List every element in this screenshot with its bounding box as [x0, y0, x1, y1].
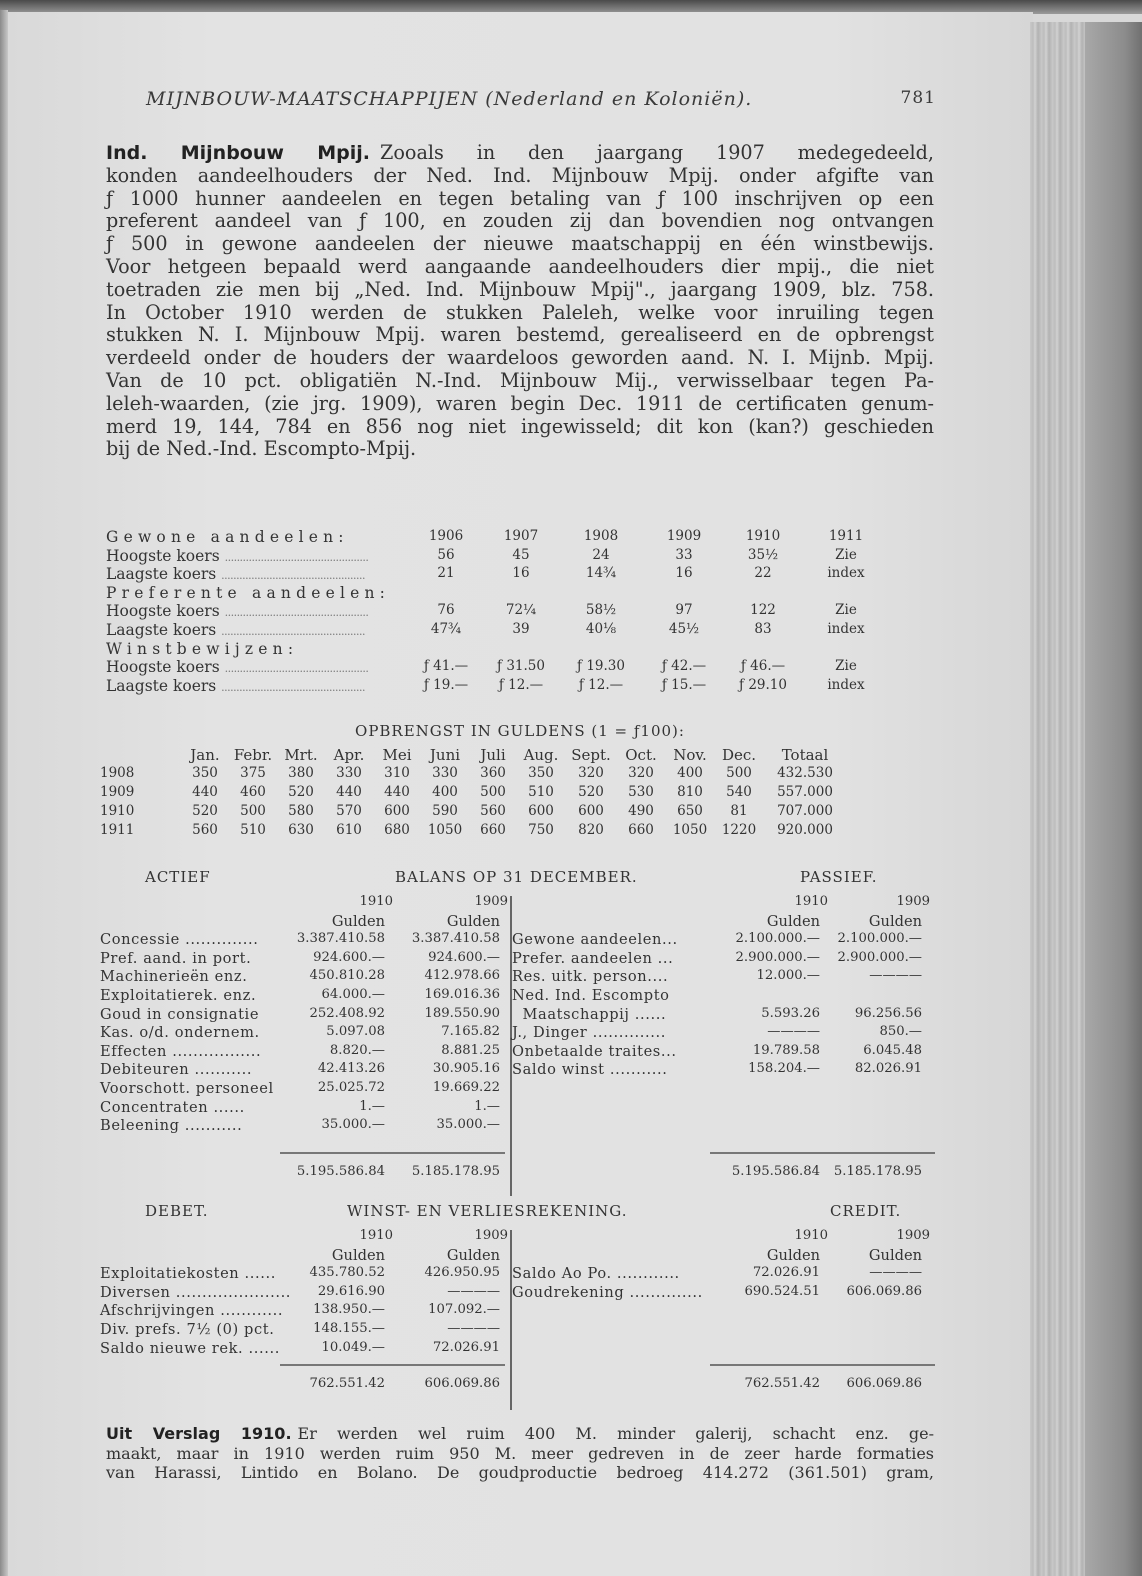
account-value-1909: 82.026.91 [854, 1061, 922, 1077]
account-label: Ned. Ind. Escompto [512, 987, 670, 1004]
verslag-line: van Harassi, Lintido en Bolano. De goudproductie bedroeg 414.272 (361.501) gram, [106, 1463, 934, 1482]
unit-header: Gulden [446, 912, 500, 930]
koersen-row-label [106, 658, 368, 676]
koersen-cell: 47¾ [430, 620, 462, 637]
month-header: Mei [382, 746, 412, 764]
opbrengst-cell: 530 [628, 784, 654, 800]
opbrengst-title: OPBRENGST IN GULDENS (1 = ƒ100): [355, 722, 685, 740]
year-header: 1909 [474, 1228, 508, 1243]
koersen-cell: ƒ 42.— [661, 658, 707, 675]
opbrengst-cell: 500 [726, 765, 752, 781]
account-value-1909: 924.600.— [428, 949, 500, 965]
month-header: Mrt. [284, 746, 318, 764]
balans-table [100, 868, 940, 1178]
account-value-1909: 72.026.91 [432, 1339, 500, 1355]
koersen-section-row [106, 528, 934, 547]
intro-line: stukken N. I. Mijnbouw Mpij. waren bestemd, gerealiseerd en de opbrengst [106, 323, 934, 347]
year-header: 1909 [474, 894, 508, 909]
account-value-1910: 19.789.58 [752, 1042, 820, 1058]
koersen-cell: index [827, 676, 865, 693]
koersen-row [106, 565, 934, 584]
koersen-cell: ƒ 46.— [740, 658, 786, 675]
leader-dots: ................................................ [224, 606, 369, 620]
account-value-1910: 690.524.51 [744, 1283, 820, 1299]
account-label: Exploitatierek. enz. [100, 987, 257, 1004]
account-value-1910: 72.026.91 [752, 1265, 820, 1281]
opbrengst-cell: 520 [288, 784, 314, 800]
koersen-year-header: 1910 [745, 528, 781, 544]
opbrengst-cell: 432.530 [777, 765, 833, 781]
koersen-cell: ƒ 19.— [423, 676, 469, 693]
opbrengst-cell: 500 [240, 803, 266, 819]
intro-line: verdeeld onder de houders der waardeloos geworden aand. N. I. Mijnb. Mpij. [106, 346, 934, 370]
year-header: 1909 [896, 894, 930, 909]
opbrengst-cell: 600 [528, 803, 554, 819]
month-header: Dec. [721, 746, 757, 764]
koersen-section-row [106, 584, 934, 603]
koersen-cell: ƒ 41.— [423, 658, 469, 675]
account-label: Beleening ........... [100, 1117, 243, 1135]
account-value-1909: ———— [447, 1283, 500, 1299]
koersen-cell: ƒ 12.— [498, 676, 544, 693]
intro-line: Zooals in den jaargang 1907 medegedeeld, [380, 141, 934, 164]
total-1910: 5.195.586.84 [296, 1164, 385, 1179]
koersen-cell: 35½ [747, 546, 779, 563]
page-number: 781 [900, 88, 936, 108]
koersen-row-label-text: Laagste koers [106, 676, 222, 695]
opbrengst-cell: 560 [480, 803, 506, 819]
leader-dots: ................................................ [221, 569, 366, 583]
total-1910: 762.551.42 [744, 1376, 820, 1391]
account-label: J., Dinger .............. [512, 1024, 666, 1042]
koersen-cell: 72¼ [505, 602, 537, 619]
company-heading: Ind. Mijnbouw Mpij. [106, 142, 371, 164]
opbrengst-cell: 650 [677, 803, 703, 819]
account-value-1910: 148.155.— [313, 1321, 385, 1336]
koersen-cell: index [827, 620, 865, 637]
account-value-1909: 19.669.22 [432, 1080, 500, 1095]
total-1909: 5.185.178.95 [833, 1164, 922, 1179]
opbrengst-cell: 750 [528, 822, 554, 838]
koersen-row [106, 602, 934, 621]
account-value-1910: 35.000.— [321, 1117, 385, 1133]
total-1909: 606.069.86 [846, 1376, 922, 1391]
opbrengst-row [100, 765, 940, 784]
account-value-1909: 35.000.— [436, 1117, 500, 1133]
account-value-1910: 924.600.— [313, 949, 385, 965]
account-label: Debiteuren ........... [100, 1061, 253, 1079]
account-value-1909: 96.256.56 [854, 1005, 922, 1021]
opbrengst-cell: 400 [677, 765, 703, 781]
koersen-row-label-text: Laagste koers [106, 620, 222, 639]
opbrengst-cell: 440 [192, 784, 218, 800]
opbrengst-cell: 330 [432, 765, 458, 781]
leader-dots: ................................................ [224, 550, 369, 564]
opbrengst-cell: 600 [578, 803, 604, 819]
koersen-cell: 33 [675, 546, 693, 563]
opbrengst-cell: 610 [336, 822, 362, 838]
verslag-line: Er werden wel ruim 400 M. minder galerij, schacht enz. ge- [297, 1424, 935, 1443]
left-title: DEBET. [145, 1202, 209, 1220]
koersen-cell: 122 [750, 602, 776, 619]
opbrengst-cell: 540 [726, 784, 752, 800]
month-header: Aug. [523, 746, 559, 764]
total-rule [710, 1152, 935, 1154]
koersen-cell: index [827, 565, 865, 582]
account-value-1910: ———— [767, 1024, 820, 1040]
koersen-cell: 21 [437, 565, 455, 582]
koersen-year-header: 1909 [666, 528, 702, 544]
opbrengst-year: 1908 [100, 765, 135, 781]
total-1909: 5.185.178.95 [411, 1164, 500, 1179]
account-value-1909: 606.069.86 [846, 1283, 922, 1299]
account-value-1909: ———— [447, 1321, 500, 1336]
opbrengst-cell: 520 [578, 784, 604, 800]
year-header: 1910 [359, 894, 393, 909]
account-value-1909: 189.550.90 [424, 1005, 500, 1021]
opbrengst-row [100, 822, 940, 841]
koersen-row-label [106, 602, 368, 620]
account-value-1910: 435.780.52 [309, 1265, 385, 1281]
koersen-cell: Zie [835, 546, 857, 563]
koersen-row [106, 677, 934, 696]
koersen-row-label-text: Hoogste koers [106, 658, 225, 677]
koersen-row [106, 547, 934, 566]
leader-dots: ................................................ [221, 680, 366, 694]
leader-dots: ................................................ [221, 624, 366, 638]
opbrengst-cell: 590 [432, 803, 458, 819]
koersen-cell: Zie [835, 602, 857, 619]
account-value-1909: 412.978.66 [424, 968, 500, 984]
total-1909: 606.069.86 [424, 1376, 500, 1391]
koersen-section-title: Preferente aandeelen: [106, 583, 391, 602]
koersen-row-label-text: Laagste koers [106, 565, 222, 584]
month-header: Sept. [571, 746, 611, 764]
account-value-1909: 107.092.— [428, 1302, 500, 1318]
opbrengst-cell: 820 [578, 822, 604, 838]
month-header: Oct. [625, 746, 657, 764]
account-label: Saldo winst ........... [512, 1061, 668, 1079]
intro-line: konden aandeelhouders der Ned. Ind. Mijnbouw Mpij. onder afgifte van [106, 163, 934, 187]
koersen-year-header: 1911 [828, 528, 864, 544]
unit-header: Gulden [868, 912, 922, 930]
opbrengst-row [100, 784, 940, 803]
account-value-1910: 2.900.000.— [735, 949, 820, 965]
opbrengst-cell: 1050 [427, 822, 463, 838]
account-value-1910: 42.413.26 [317, 1061, 385, 1077]
koersen-cell: Zie [835, 658, 857, 675]
account-value-1909: 169.016.36 [424, 987, 500, 1002]
opbrengst-cell: 810 [677, 784, 703, 800]
opbrengst-header-row [100, 746, 940, 765]
koersen-cell: ƒ 31.50 [497, 658, 545, 675]
koersen-section-title: Gewone aandeelen: [106, 528, 349, 546]
opbrengst-cell: 460 [240, 784, 266, 800]
opbrengst-cell: 490 [628, 803, 654, 819]
koersen-cell: 58½ [585, 602, 617, 619]
opbrengst-cell: 560 [192, 822, 218, 838]
koersen-cell: 16 [512, 565, 530, 582]
opbrengst-cell: 320 [628, 765, 654, 781]
winst-verlies-table [100, 1202, 940, 1412]
koersen-cell: 40⅛ [585, 620, 617, 637]
koersen-cell: 22 [754, 565, 772, 582]
opbrengst-cell: 500 [480, 784, 506, 800]
opbrengst-cell: 660 [480, 822, 506, 838]
account-value-1910: 252.408.92 [309, 1005, 385, 1021]
account-value-1909: 8.881.25 [441, 1042, 500, 1058]
total-rule [280, 1152, 505, 1154]
verslag-paragraph [106, 1424, 934, 1483]
right-title: CREDIT. [830, 1202, 902, 1220]
opbrengst-cell: 510 [528, 784, 554, 800]
account-label: Saldo Ao Po. ............ [512, 1265, 680, 1283]
account-label: Saldo nieuwe rek. ...... [100, 1339, 280, 1357]
opbrengst-cell: 1220 [721, 822, 757, 838]
koersen-row-label [106, 621, 365, 639]
account-label: Onbetaalde traites... [512, 1042, 677, 1060]
account-label: Afschrijvingen ............ [100, 1302, 284, 1320]
intro-line: ƒ 1000 hunner aandeelen en tegen betaling van ƒ 100 inschrijven op een [106, 186, 934, 210]
koersen-year-header: 1907 [503, 528, 539, 544]
opbrengst-cell: 707.000 [777, 803, 833, 819]
opbrengst-cell: 375 [240, 765, 266, 781]
koersen-cell: 16 [675, 565, 693, 582]
account-label: Res. uitk. person.... [512, 968, 669, 986]
account-value-1910: 29.616.90 [317, 1283, 385, 1299]
center-title: BALANS OP 31 DECEMBER. [395, 868, 638, 886]
koersen-row [106, 658, 934, 677]
year-header: 1910 [359, 1228, 393, 1243]
koersen-table [106, 528, 934, 695]
opbrengst-year: 1911 [100, 822, 135, 838]
opbrengst-cell: 440 [336, 784, 362, 800]
account-value-1909: 2.900.000.— [837, 949, 922, 965]
opbrengst-cell: 1050 [672, 822, 708, 838]
month-header: Juli [480, 746, 506, 764]
intro-paragraph [106, 142, 934, 461]
verslag-heading: Uit Verslag 1910. [106, 1424, 292, 1443]
koersen-cell: 45 [512, 546, 530, 563]
opbrengst-cell: 920.000 [777, 822, 833, 838]
account-value-1910: 5.097.08 [326, 1024, 385, 1040]
koersen-year-header: 1908 [583, 528, 619, 544]
opbrengst-cell: 310 [384, 765, 410, 781]
opbrengst-cell: 360 [480, 765, 506, 781]
account-value-1910: 64.000.— [321, 987, 385, 1002]
opbrengst-cell: 320 [578, 765, 604, 781]
account-value-1910: 25.025.72 [317, 1080, 385, 1095]
account-label: Exploitatiekosten ...... [100, 1265, 276, 1283]
opbrengst-cell: 570 [336, 803, 362, 819]
total-rule [280, 1364, 505, 1366]
koersen-row-label [106, 547, 368, 565]
account-label: Concessie .............. [100, 931, 259, 949]
koersen-cell: ƒ 12.— [578, 676, 624, 693]
account-value-1909: 7.165.82 [441, 1024, 500, 1040]
intro-line: preferent aandeel van ƒ 100, en zouden zij dan bovendien nog ontvangen [106, 209, 934, 233]
account-value-1910: 5.593.26 [761, 1005, 820, 1021]
opbrengst-cell: 600 [384, 803, 410, 819]
account-value-1909: 2.100.000.— [837, 931, 922, 947]
account-label: Goudrekening .............. [512, 1283, 703, 1301]
right-title: PASSIEF. [800, 868, 878, 886]
intro-line: Van de 10 pct. obligatiën N.-Ind. Mijnbouw Mij., verwisselbaar tegen Pa- [106, 368, 934, 392]
koersen-cell: ƒ 29.10 [739, 676, 787, 693]
koersen-cell: 76 [437, 602, 455, 619]
year-header: 1910 [794, 894, 828, 909]
koersen-cell: 39 [512, 620, 530, 637]
intro-line: In October 1910 werden de stukken Paleleh, welke voor inruiling tegen [106, 300, 934, 324]
intro-line: toetraden zie men bij „Ned. Ind. Mijnbouw Mpij"., jaargang 1909, blz. 758. [106, 277, 934, 301]
year-header: 1909 [896, 1228, 930, 1243]
account-label: Diversen ...................... [100, 1283, 292, 1301]
opbrengst-cell: 350 [528, 765, 554, 781]
account-value-1910: 12.000.— [756, 968, 820, 984]
koersen-section-title: Winstbewijzen: [106, 639, 299, 658]
left-title: ACTIEF [145, 868, 211, 886]
opbrengst-year: 1910 [100, 803, 135, 819]
intro-line: bij de Ned.-Ind. Escompto-Mpij. [106, 437, 417, 461]
center-title: WINST- EN VERLIESREKENING. [347, 1202, 628, 1220]
opbrengst-cell: 350 [192, 765, 218, 781]
opbrengst-cell: 380 [288, 765, 314, 781]
opbrengst-cell: 440 [384, 784, 410, 800]
account-label: Concentraten ...... [100, 1098, 245, 1116]
account-label: Prefer. aandeelen ... [512, 949, 674, 967]
unit-header: Gulden [331, 1246, 385, 1264]
book-binding-shadow [1085, 22, 1142, 1576]
opbrengst-cell: 81 [730, 803, 748, 819]
column-divider [510, 1230, 512, 1410]
account-value-1909: 1.— [474, 1098, 500, 1114]
running-head-title: MIJNBOUW-MAATSCHAPPIJEN (Nederland en Koloniën). [146, 88, 753, 110]
account-value-1910: 3.387.410.58 [296, 931, 385, 947]
opbrengst-cell: 510 [240, 822, 266, 838]
intro-line: merd 19, 144, 784 en 856 nog niet ingewisseld; dit kon (kan?) geschieden [106, 414, 934, 438]
unit-header: Gulden [766, 1246, 820, 1264]
account-value-1910: 450.810.28 [309, 968, 385, 984]
koersen-cell: 24 [592, 546, 610, 563]
intro-line: ƒ 500 in gewone aandeelen der nieuwe maatschappij en één winstbewijs. [106, 232, 934, 256]
account-value-1909: ———— [869, 968, 922, 984]
account-value-1909: 6.045.48 [863, 1042, 922, 1058]
account-label: Kas. o/d. ondernem. [100, 1024, 260, 1042]
opbrengst-cell: 680 [384, 822, 410, 838]
month-header: Totaal [781, 746, 829, 764]
account-label: Effecten ................. [100, 1042, 262, 1060]
opbrengst-cell: 630 [288, 822, 314, 838]
leader-dots: ................................................ [224, 662, 369, 676]
total-1910: 762.551.42 [309, 1376, 385, 1391]
opbrengst-year: 1909 [100, 784, 135, 800]
month-header: Apr. [333, 746, 365, 764]
month-header: Jan. [190, 746, 220, 764]
account-value-1909: 850.— [879, 1024, 922, 1040]
intro-line: Voor hetgeen bepaald werd aangaande aandeelhouders dier mpij., die niet [106, 254, 934, 278]
account-label: Voorschott. personeel [100, 1080, 274, 1097]
account-label: Pref. aand. in port. [100, 949, 252, 967]
account-label: Machinerieën enz. [100, 968, 248, 986]
koersen-row-label [106, 565, 365, 583]
koersen-section-row [106, 640, 934, 659]
opbrengst-cell: 520 [192, 803, 218, 819]
month-header: Juni [429, 746, 461, 764]
account-value-1910: 158.204.— [748, 1061, 820, 1077]
account-value-1910: 138.950.— [313, 1302, 385, 1318]
opbrengst-cell: 580 [288, 803, 314, 819]
account-value-1910: 8.820.— [329, 1042, 385, 1058]
koersen-row-label-text: Hoogste koers [106, 602, 225, 621]
year-header: 1910 [794, 1228, 828, 1243]
account-value-1909: 3.387.410.58 [411, 931, 500, 947]
opbrengst-row [100, 803, 940, 822]
unit-header: Gulden [766, 912, 820, 930]
account-value-1909: ———— [869, 1265, 922, 1281]
month-header: Nov. [673, 746, 707, 764]
opbrengst-cell: 330 [336, 765, 362, 781]
total-rule [710, 1364, 935, 1366]
account-value-1910: 1.— [359, 1098, 385, 1114]
account-value-1909: 426.950.95 [424, 1265, 500, 1281]
koersen-row-label [106, 677, 365, 695]
account-label: Gewone aandeelen... [512, 931, 678, 949]
intro-line: leleh-waarden, (zie jrg. 1909), waren begin Dec. 1911 de certificaten genum- [106, 391, 934, 415]
account-label: Goud in consignatie [100, 1005, 260, 1023]
verslag-line: maakt, maar in 1910 werden ruim 950 M. meer gedreven in de zeer harde formaties [106, 1443, 934, 1463]
koersen-cell: 56 [437, 546, 455, 563]
account-value-1910: 2.100.000.— [735, 931, 820, 947]
account-value-1909: 30.905.16 [432, 1061, 500, 1077]
koersen-row [106, 621, 934, 640]
koersen-cell: 83 [754, 620, 772, 637]
koersen-year-header: 1906 [428, 528, 464, 544]
account-value-1910: 10.049.— [321, 1339, 385, 1355]
koersen-cell: ƒ 19.30 [577, 658, 625, 675]
opbrengst-cell: 660 [628, 822, 654, 838]
koersen-cell: 45½ [668, 620, 700, 637]
opbrengst-cell: 400 [432, 784, 458, 800]
opbrengst-cell: 557.000 [777, 784, 833, 800]
unit-header: Gulden [446, 1246, 500, 1264]
running-head [146, 88, 936, 110]
account-label: Maatschappij ...... [512, 1005, 667, 1023]
unit-header: Gulden [868, 1246, 922, 1264]
unit-header: Gulden [331, 912, 385, 930]
koersen-cell: ƒ 15.— [661, 676, 707, 693]
scan-left-edge [0, 10, 8, 1576]
koersen-cell: 97 [675, 602, 693, 619]
total-1910: 5.195.586.84 [731, 1164, 820, 1179]
koersen-cell: 14¾ [585, 565, 617, 582]
opbrengst-table [100, 746, 940, 841]
month-header: Febr. [233, 746, 273, 764]
koersen-row-label-text: Hoogste koers [106, 546, 225, 565]
account-label: Div. prefs. 7½ (0) pct. [100, 1321, 275, 1338]
